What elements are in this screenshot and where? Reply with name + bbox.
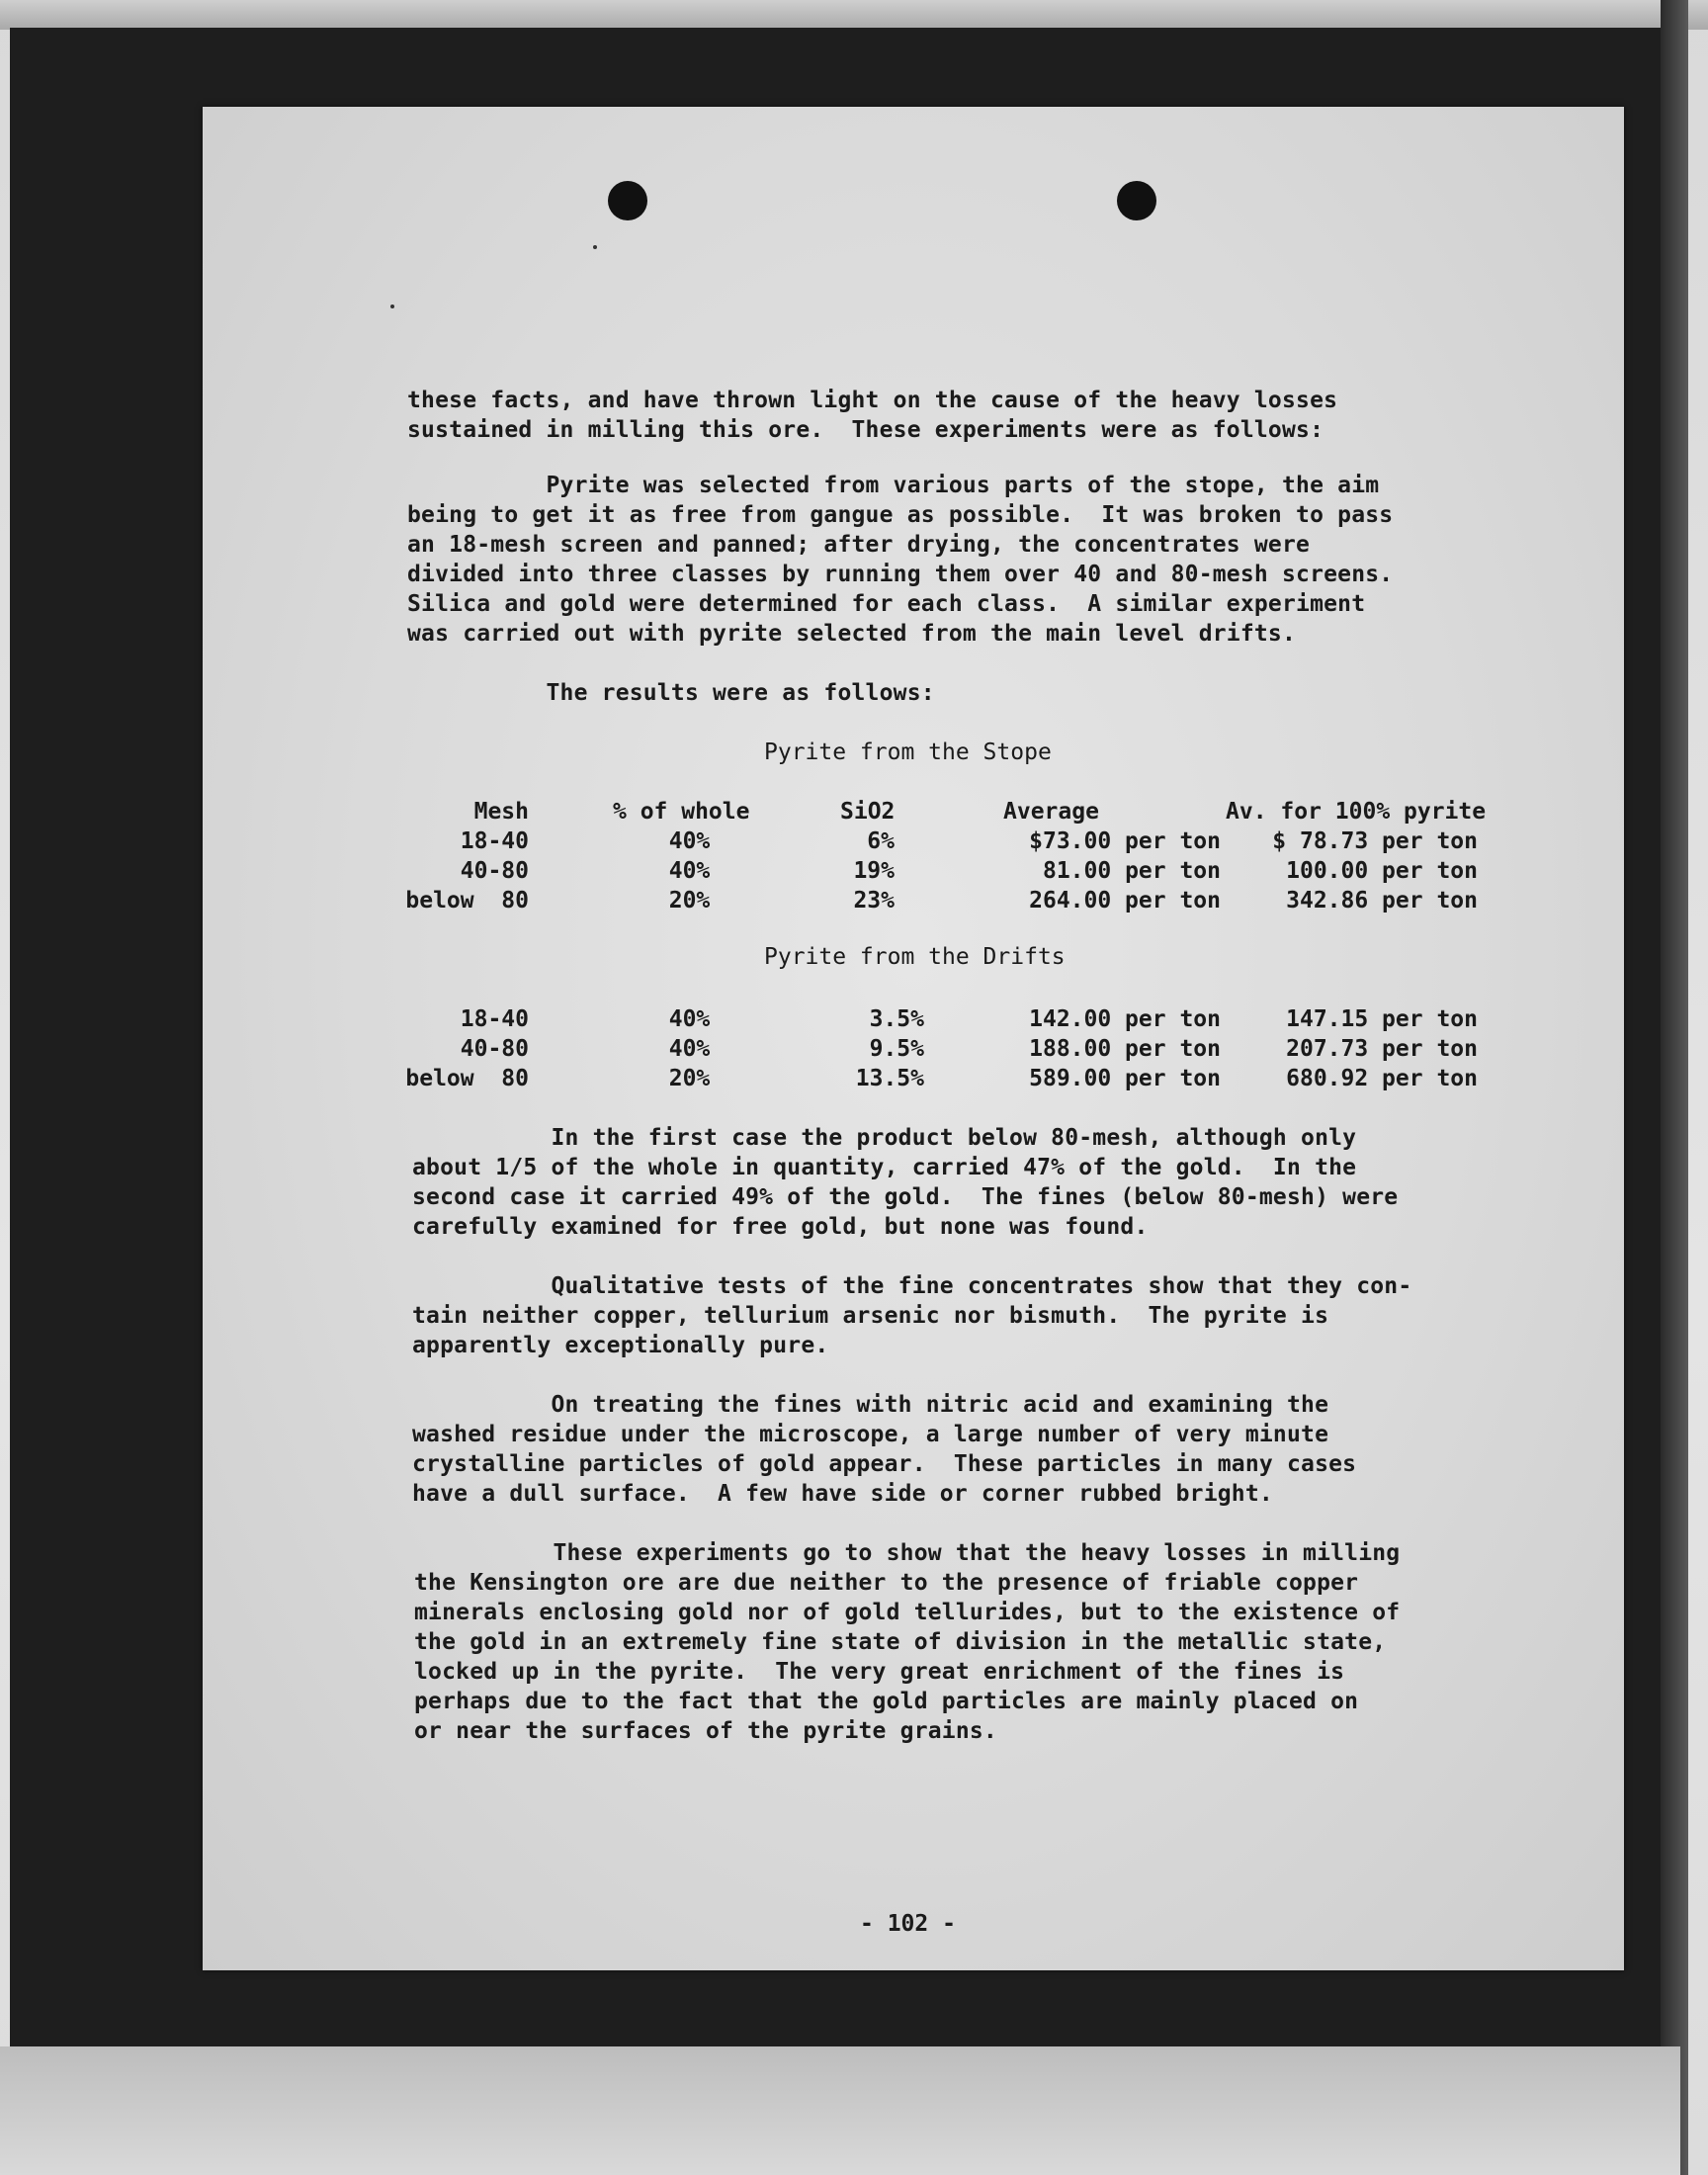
table-cell: below 80 — [405, 888, 529, 914]
table-cell: 40% — [668, 828, 711, 854]
para5-line-6: perhaps due to the fact that the gold particles are mainly placed on — [414, 1689, 1359, 1714]
para2-line-3: second case it carried 49% of the gold. The fines (below 80-mesh) were — [412, 1184, 1399, 1210]
table-cell: 18-40 — [460, 828, 529, 854]
para3-line-2: tain neither copper, tellurium arsenic nor bismuth. The pyrite is — [412, 1303, 1329, 1329]
table-stope-title: Pyrite from the Stope — [764, 740, 1052, 765]
scan-top-strip — [0, 0, 1708, 30]
punch-hole-icon — [1117, 181, 1156, 220]
para4-line-4: have a dull surface. A few have side or corner rubbed bright. — [412, 1481, 1273, 1507]
table-cell: 9.5% — [869, 1036, 924, 1062]
document-page — [203, 107, 1624, 1970]
para5-line-7: or near the surfaces of the pyrite grains. — [414, 1718, 997, 1744]
col-header-av100: Av. for 100% pyrite — [1226, 799, 1487, 825]
para2-line-2: about 1/5 of the whole in quantity, carried 47% of the gold. In the — [412, 1155, 1357, 1180]
table-cell: 40% — [668, 1036, 711, 1062]
results-intro: The results were as follows: — [407, 680, 935, 706]
col-header-whole: % of whole — [613, 799, 750, 825]
para2-line-1: In the first case the product below 80-mesh, although only — [412, 1125, 1357, 1151]
table-cell: $73.00 per ton — [1029, 828, 1221, 854]
para1-line-6: was carried out with pyrite selected from the main level drifts. — [407, 621, 1297, 647]
table-cell: $ 78.73 per ton — [1272, 828, 1478, 854]
table-cell: 147.15 per ton — [1286, 1006, 1478, 1032]
para1-line-3: an 18-mesh screen and panned; after drying, the concentrates were — [407, 532, 1311, 558]
para3-line-1: Qualitative tests of the fine concentrates show that they con- — [412, 1273, 1412, 1299]
table-cell: 81.00 per ton — [1042, 858, 1221, 884]
table-cell: 100.00 per ton — [1286, 858, 1478, 884]
table-cell: 20% — [668, 1066, 711, 1091]
table-cell: below 80 — [405, 1066, 529, 1091]
table-cell: 40% — [668, 858, 711, 884]
table-cell: 40-80 — [460, 858, 529, 884]
para5-line-5: locked up in the pyrite. The very great enrichment of the fines is — [414, 1659, 1345, 1685]
para2-line-4: carefully examined for free gold, but none was found. — [412, 1214, 1149, 1240]
table-cell: 680.92 per ton — [1286, 1066, 1478, 1091]
scan-right-edge — [1661, 0, 1688, 2175]
page-number: - 102 - — [860, 1911, 956, 1937]
intro-line-2: sustained in milling this ore. These experiments were as follows: — [407, 417, 1324, 443]
para1-line-2: being to get it as free from gangue as possible. It was broken to pass — [407, 502, 1394, 528]
para5-line-2: the Kensington ore are due neither to the presence of friable copper — [414, 1570, 1359, 1596]
table-cell: 23% — [853, 888, 895, 914]
para5-line-4: the gold in an extremely fine state of division in the metallic state, — [414, 1629, 1387, 1655]
scan-bottom-area — [0, 2046, 1680, 2175]
para1-line-5: Silica and gold were determined for each class. A similar experiment — [407, 591, 1366, 617]
para4-line-3: crystalline particles of gold appear. These particles in many cases — [412, 1451, 1357, 1477]
table-cell: 19% — [853, 858, 895, 884]
table-cell: 264.00 per ton — [1029, 888, 1221, 914]
table-cell: 13.5% — [855, 1066, 924, 1091]
para5-line-1: These experiments go to show that the heavy losses in milling — [414, 1540, 1401, 1566]
table-cell: 342.86 per ton — [1286, 888, 1478, 914]
speck-mark — [390, 304, 394, 308]
para3-line-3: apparently exceptionally pure. — [412, 1333, 829, 1358]
para4-line-1: On treating the fines with nitric acid and examining the — [412, 1392, 1329, 1418]
table-cell: 6% — [867, 828, 895, 854]
para1-line-4: divided into three classes by running them over 40 and 80-mesh screens. — [407, 562, 1394, 587]
speck-mark — [593, 245, 597, 249]
table-cell: 207.73 per ton — [1286, 1036, 1478, 1062]
para5-line-3: minerals enclosing gold nor of gold tellurides, but to the existence of — [414, 1600, 1401, 1625]
punch-hole-icon — [608, 181, 647, 220]
table-cell: 3.5% — [869, 1006, 924, 1032]
col-header-mesh: Mesh — [473, 799, 529, 825]
table-cell: 18-40 — [460, 1006, 529, 1032]
table-cell: 20% — [668, 888, 711, 914]
table-cell: 589.00 per ton — [1029, 1066, 1221, 1091]
para1-line-1: Pyrite was selected from various parts of the stope, the aim — [407, 473, 1380, 498]
table-cell: 40-80 — [460, 1036, 529, 1062]
table-cell: 40% — [668, 1006, 711, 1032]
col-header-sio2: SiO2 — [840, 799, 896, 825]
para4-line-2: washed residue under the microscope, a large number of very minute — [412, 1422, 1329, 1447]
table-drifts-title: Pyrite from the Drifts — [764, 944, 1066, 970]
table-cell: 188.00 per ton — [1029, 1036, 1221, 1062]
intro-line-1: these facts, and have thrown light on the cause of the heavy losses — [407, 388, 1338, 413]
table-cell: 142.00 per ton — [1029, 1006, 1221, 1032]
col-header-average: Average — [1003, 799, 1099, 825]
